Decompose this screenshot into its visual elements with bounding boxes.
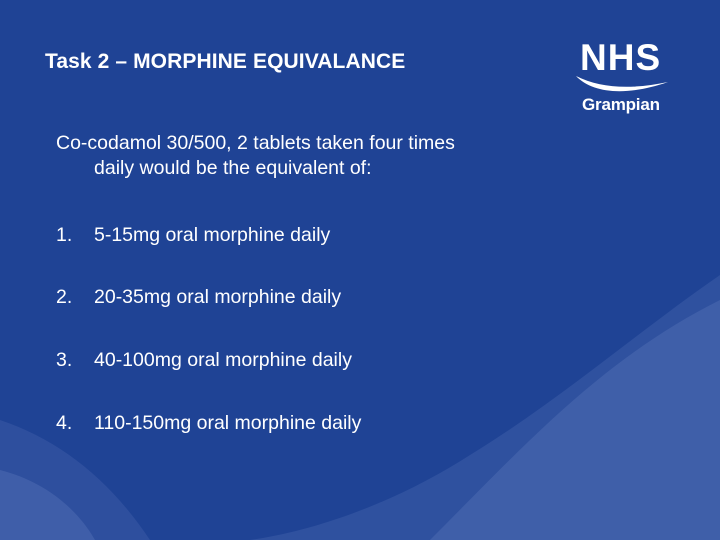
option-3 [56,348,352,372]
logo-brand-text: NHS [580,37,662,78]
slide-title: Task 2 – MORPHINE EQUIVALANCE [45,50,406,73]
option-1 [56,223,330,247]
nhs-grampian-logo [568,37,678,120]
option-2 [56,285,341,309]
question-text [56,131,576,181]
option-text: 110-150mg oral morphine daily [94,412,362,434]
question-line-1: Co-codamol 30/500, 2 tablets taken four times [56,132,455,154]
option-4 [56,411,361,435]
logo-region-text: Grampian [582,95,660,114]
option-text: 40-100mg oral morphine daily [94,349,352,371]
option-text: 5-15mg oral morphine daily [94,224,331,246]
option-number: 4. [56,412,73,434]
option-number: 1. [56,224,73,246]
option-number: 3. [56,349,73,371]
option-text: 20-35mg oral morphine daily [94,286,342,308]
option-number: 2. [56,286,73,308]
question-line-2: daily would be the equivalent of: [94,157,372,179]
